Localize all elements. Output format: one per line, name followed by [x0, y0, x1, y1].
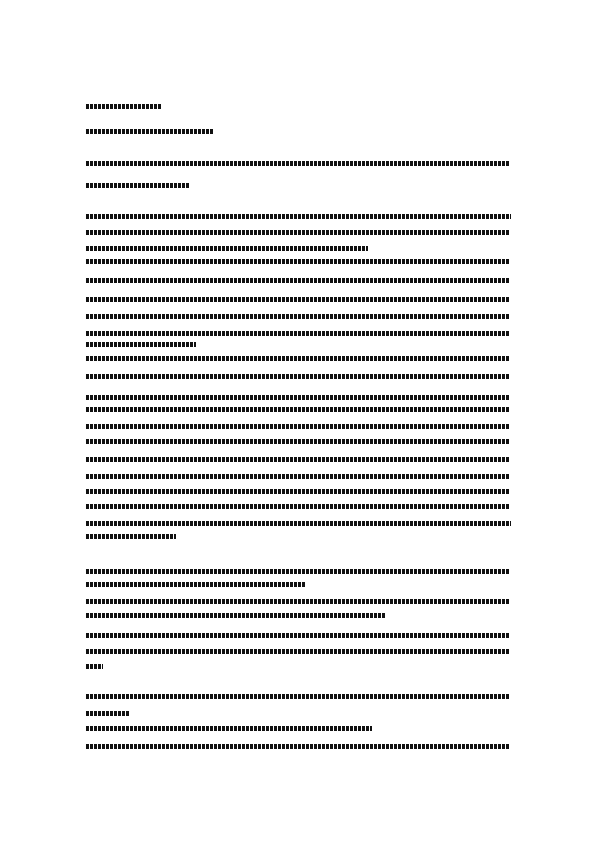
text-line — [86, 331, 509, 336]
text-line — [86, 521, 511, 526]
text-line — [86, 246, 368, 251]
text-line — [86, 356, 510, 361]
text-line — [86, 649, 509, 654]
text-line — [86, 314, 510, 319]
text-line — [86, 407, 510, 412]
text-line — [86, 439, 510, 444]
text-line — [86, 489, 510, 494]
text-line — [86, 161, 509, 166]
text-line — [86, 569, 509, 574]
text-line — [86, 214, 511, 219]
text-line — [86, 534, 176, 539]
text-line — [86, 474, 510, 479]
text-line — [86, 711, 130, 716]
text-line — [86, 582, 306, 587]
text-line — [86, 633, 509, 638]
text-line — [86, 183, 190, 188]
text-line — [86, 744, 509, 749]
text-line — [86, 664, 103, 669]
text-line — [86, 342, 196, 347]
text-line — [86, 424, 510, 429]
text-line — [86, 599, 509, 604]
text-line — [86, 694, 509, 699]
text-line — [86, 613, 386, 618]
text-line — [86, 259, 509, 264]
text-line — [86, 374, 509, 379]
text-line — [86, 297, 509, 302]
text-line — [86, 457, 510, 462]
text-line — [86, 278, 510, 283]
text-line — [86, 726, 372, 731]
text-line — [86, 504, 510, 509]
text-line — [86, 395, 510, 400]
text-line — [86, 129, 214, 134]
text-line — [86, 104, 162, 109]
text-line — [86, 230, 509, 235]
